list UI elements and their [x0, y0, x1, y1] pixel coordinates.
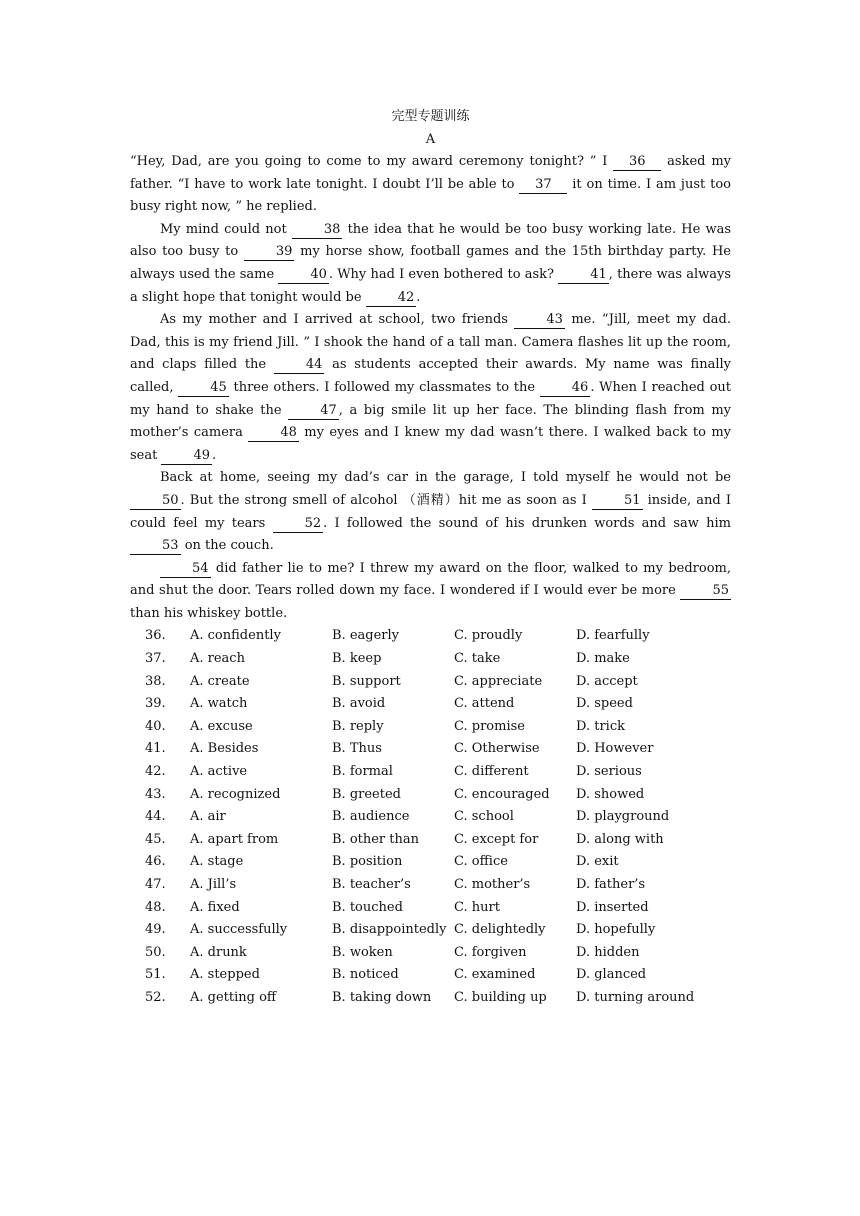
question-number: 49. — [145, 922, 166, 938]
option-c: C. appreciate — [454, 673, 543, 689]
question-number: 44. — [145, 809, 166, 825]
option-a: A. getting off — [190, 989, 277, 1005]
option-c: C. different — [454, 764, 529, 780]
option-row — [130, 716, 731, 739]
option-b: B. noticed — [332, 967, 399, 983]
section-label: A — [425, 132, 436, 147]
option-d: D. father’s — [576, 877, 646, 892]
option-row — [130, 987, 731, 1010]
question-number: 50. — [145, 944, 166, 960]
option-row — [130, 671, 731, 694]
option-a: A. recognized — [190, 786, 281, 802]
question-number: 40. — [145, 718, 166, 734]
blank-53: 53 — [130, 538, 181, 555]
question-number: 42. — [145, 764, 166, 780]
option-c: C. mother’s — [454, 877, 531, 892]
option-a: A. drunk — [190, 944, 247, 960]
blank-43: 43 — [514, 312, 565, 329]
option-d: D. hopefully — [576, 922, 656, 938]
option-c: C. encouraged — [454, 786, 550, 802]
option-c: C. except for — [454, 831, 539, 847]
option-row — [130, 919, 731, 942]
option-a: A. active — [190, 764, 248, 780]
paragraph-5: 54 did father lie to me? I threw my award on the floor, walked to my bedroom, and shut the door. Tears rolled down my face. I wondered if I would ever be more 55 than his whiskey bottle. — [130, 560, 731, 621]
blank-54: 54 — [160, 561, 211, 578]
question-number: 41. — [145, 741, 166, 757]
question-number: 52. — [145, 989, 166, 1005]
option-a: A. reach — [190, 651, 245, 667]
blank-37: 37 — [519, 177, 567, 194]
option-row — [130, 806, 731, 829]
option-row — [130, 829, 731, 852]
option-c: C. attend — [454, 696, 515, 712]
option-b: B. touched — [332, 899, 403, 915]
option-b: B. other than — [332, 831, 420, 847]
option-a: A. air — [190, 809, 226, 825]
question-number: 45. — [145, 831, 166, 847]
option-a: A. Jill’s — [190, 877, 237, 892]
option-b: B. taking down — [332, 989, 432, 1005]
option-row — [130, 693, 731, 716]
cloze-passage — [130, 151, 731, 1010]
blank-55: 55 — [680, 583, 731, 600]
option-b: B. teacher’s — [332, 877, 411, 892]
blank-40: 40 — [278, 267, 329, 284]
option-b: B. avoid — [332, 696, 386, 712]
page-title: 完型专题训练 — [391, 109, 470, 124]
option-b: B. Thus — [332, 741, 382, 757]
option-d: D. However — [576, 741, 654, 757]
option-d: D. playground — [576, 809, 670, 825]
question-number: 48. — [145, 899, 166, 915]
option-c: C. building up — [454, 989, 547, 1005]
option-a: A. stage — [190, 854, 244, 870]
option-d: D. along with — [576, 831, 664, 847]
option-b: B. position — [332, 854, 403, 870]
option-d: D. showed — [576, 786, 645, 802]
option-c: C. office — [454, 854, 508, 870]
option-row — [130, 942, 731, 965]
option-d: D. glanced — [576, 967, 647, 983]
blank-52: 52 — [273, 516, 324, 533]
option-d: D. exit — [576, 854, 619, 870]
option-a: A. fixed — [190, 899, 240, 915]
option-c: C. hurt — [454, 899, 500, 915]
option-c: C. take — [454, 651, 501, 667]
blank-44: 44 — [274, 357, 325, 374]
option-d: D. speed — [576, 696, 633, 712]
option-b: B. reply — [332, 718, 384, 734]
option-row — [130, 761, 731, 784]
blank-50: 50 — [130, 493, 181, 510]
option-c: C. school — [454, 809, 514, 825]
option-b: B. formal — [332, 764, 393, 780]
option-row — [130, 851, 731, 874]
blank-48: 48 — [248, 425, 299, 442]
question-number: 47. — [145, 877, 166, 892]
option-c: C. forgiven — [454, 944, 527, 960]
option-c: C. Otherwise — [454, 741, 540, 757]
blank-39: 39 — [244, 244, 295, 261]
option-row — [130, 897, 731, 920]
blank-42: 42 — [366, 290, 417, 307]
option-row — [130, 964, 731, 987]
option-c: C. promise — [454, 718, 525, 734]
option-row — [130, 738, 731, 761]
option-b: B. disappointedly — [332, 922, 447, 938]
option-a: A. stepped — [190, 967, 260, 983]
option-row — [130, 874, 731, 897]
question-number: 43. — [145, 786, 166, 802]
option-b: B. keep — [332, 651, 382, 667]
option-d: D. inserted — [576, 899, 649, 915]
option-row — [130, 784, 731, 807]
option-c: C. examined — [454, 967, 536, 983]
blank-47: 47 — [288, 403, 339, 420]
question-number: 36. — [145, 628, 166, 644]
option-d: D. fearfully — [576, 628, 650, 644]
paragraph-1: “Hey, Dad, are you going to come to my award ceremony tonight? ” I 36 asked my father. “I have to work late tonight. I doubt I’ll be able to 37 it on time. I am just too busy right now, ” he replied. — [130, 154, 731, 215]
blank-45: 45 — [178, 380, 229, 397]
blank-41: 41 — [558, 267, 609, 284]
option-d: D. turning around — [576, 989, 695, 1005]
option-d: D. serious — [576, 764, 642, 780]
option-d: D. trick — [576, 718, 625, 734]
question-number: 37. — [145, 651, 166, 667]
question-number: 38. — [145, 673, 166, 689]
option-a: A. confidently — [190, 628, 281, 644]
option-b: B. eagerly — [332, 628, 399, 644]
option-a: A. excuse — [190, 718, 253, 734]
blank-38: 38 — [292, 222, 343, 239]
option-b: B. woken — [332, 944, 393, 960]
paragraph-3: As my mother and I arrived at school, two friends 43 me. “Jill, meet my dad. Dad, this is my friend Jill. ” I shook the hand of a tall man. Camera flashes lit up the room, and claps filled the 44 as students accepted their awards. My name was finally called, 45 three others. I followed my classmates to the 46 . When I reached out my hand to shake the 47 , a big smile lit up her face. The blinding flash from my mother’s camera 48 my eyes and I knew my dad wasn’t there. I walked back to my seat 49 . — [130, 312, 731, 463]
question-number: 39. — [145, 696, 166, 712]
blank-49: 49 — [161, 448, 212, 465]
option-a: A. Besides — [190, 741, 259, 757]
option-d: D. accept — [576, 673, 638, 689]
option-a: A. successfully — [190, 922, 288, 938]
option-a: A. apart from — [190, 831, 279, 847]
paragraph-2: My mind could not 38 the idea that he would be too busy working late. He was also too busy to 39 my horse show, football games and the 15th birthday party. He always used the same 40 . Why had I even bothered to ask? 41 , there was always a slight hope that tonight would be 42 . — [130, 221, 731, 305]
blank-46: 46 — [540, 380, 591, 397]
option-d: D. make — [576, 651, 630, 667]
paragraph-4: Back at home, seeing my dad’s car in the garage, I told myself he would not be 50 . But the strong smell of alcohol （酒精）hit me as soon as I 51 inside, and I could feel my tears 52 . I followed the sound of his drunken words and saw him 53 on the couch. — [130, 470, 731, 554]
question-number: 51. — [145, 967, 166, 983]
option-b: B. greeted — [332, 786, 401, 802]
option-b: B. support — [332, 673, 401, 689]
option-b: B. audience — [332, 809, 410, 825]
option-c: C. proudly — [454, 628, 523, 644]
question-number: 46. — [145, 854, 166, 870]
option-c: C. delightedly — [454, 922, 546, 938]
option-row — [130, 625, 731, 648]
blank-51: 51 — [592, 493, 643, 510]
answer-options — [130, 625, 731, 1009]
option-a: A. create — [190, 673, 250, 689]
option-row — [130, 648, 731, 671]
option-a: A. watch — [190, 696, 248, 712]
option-d: D. hidden — [576, 944, 640, 960]
blank-36: 36 — [613, 154, 661, 171]
